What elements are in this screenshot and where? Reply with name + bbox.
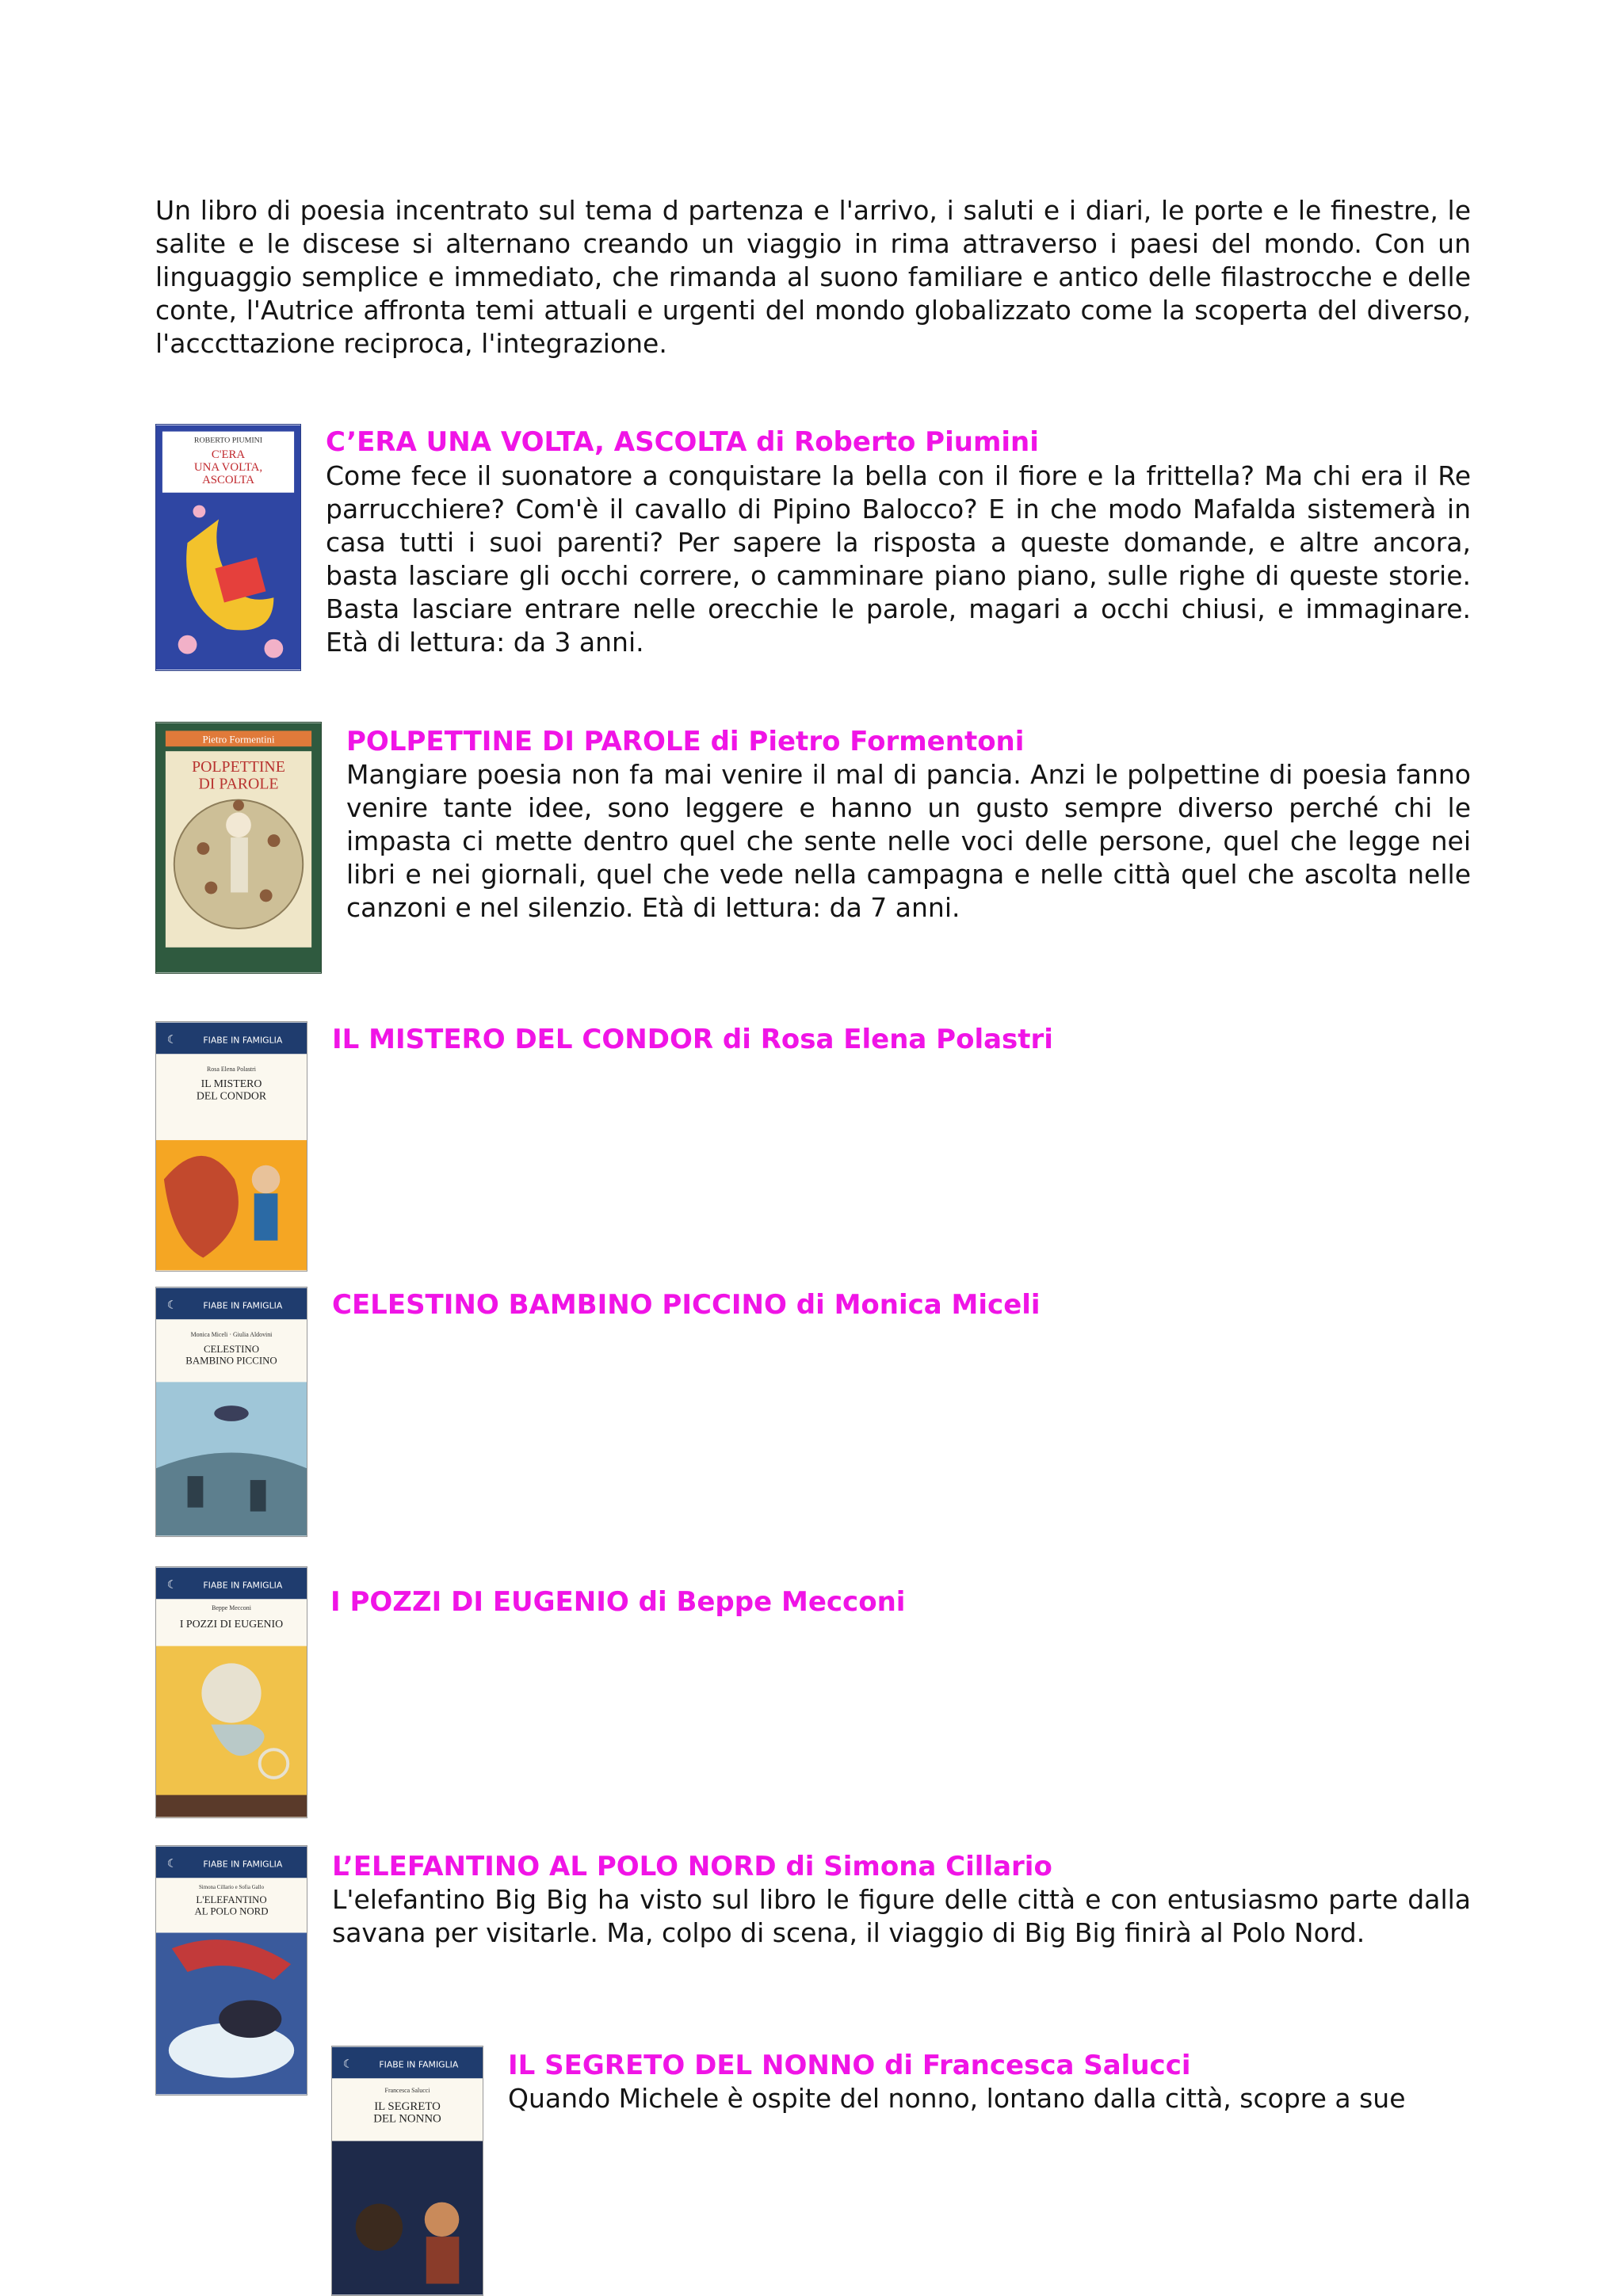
cover-title-2: DEL CONDOR bbox=[196, 1089, 267, 1102]
book-cover-elefantino bbox=[155, 1845, 307, 2096]
book-cover-pozzi-eugenio bbox=[155, 1566, 307, 1818]
book-cover-polpettine bbox=[155, 722, 322, 974]
cover-title-1: C'ERA bbox=[211, 448, 246, 462]
cover-title-1: POLPETTINE bbox=[192, 757, 285, 776]
book-cover-celestino bbox=[155, 1287, 307, 1537]
cover-author: ROBERTO PIUMINI bbox=[193, 436, 263, 445]
book-title-polpettine: POLPETTINE DI PAROLE di Pietro Formentoni bbox=[346, 726, 1025, 757]
cover-title-1: IL SEGRETO bbox=[374, 2100, 441, 2113]
cover-title-2: DEL NONNO bbox=[373, 2112, 441, 2126]
cover-title-2: UNA VOLTA, bbox=[193, 461, 263, 475]
svg-text:☾: ☾ bbox=[166, 1033, 178, 1047]
cover-title-1: IL MISTERO bbox=[200, 1077, 262, 1089]
svg-text:☾: ☾ bbox=[166, 1578, 178, 1592]
cover-series: FIABE IN FAMIGLIA bbox=[379, 2059, 459, 2070]
book-description-elefantino: L'elefantino Big Big ha visto sul libro le figure delle città e con entusiasmo parte dalla savana per visitarle. Ma, colpo di scena, il viaggio di Big Big finirà al Polo Nord. bbox=[332, 1884, 1471, 1948]
cover-title-3: ASCOLTA bbox=[202, 473, 254, 486]
book-cover-mistero-condor bbox=[155, 1021, 307, 1272]
book-cover-segreto-nonno bbox=[331, 2046, 483, 2296]
cover-author: Pietro Formentini bbox=[202, 734, 275, 746]
cover-author: Rosa Elena Polastri bbox=[207, 1066, 256, 1073]
cover-title-1: I POZZI DI EUGENIO bbox=[179, 1617, 284, 1630]
cover-author: Francesca Salucci bbox=[384, 2087, 430, 2095]
cover-series: FIABE IN FAMIGLIA bbox=[203, 1300, 283, 1311]
cover-series: FIABE IN FAMIGLIA bbox=[203, 1035, 283, 1046]
book-description-segreto-nonno: Quando Michele è ospite del nonno, lontano dalla città, scopre a sue bbox=[508, 2083, 1406, 2114]
book-title-celestino: CELESTINO BAMBINO PICCINO di Monica Miceli bbox=[332, 1289, 1041, 1321]
cover-author: Monica Miceli · Giulia Aldovini bbox=[190, 1331, 273, 1338]
cover-series: FIABE IN FAMIGLIA bbox=[203, 1580, 283, 1591]
book-title-pozzi-eugenio: I POZZI DI EUGENIO di Beppe Mecconi bbox=[330, 1586, 906, 1618]
cover-title-2: DI PAROLE bbox=[198, 775, 279, 793]
cover-series: FIABE IN FAMIGLIA bbox=[203, 1859, 283, 1870]
book-description-cera-una-volta: Come fece il suonatore a conquistare la bella con il fiore e la frittella? Ma chi era il Re parrucchiere? Com'è il cavallo di Pipino Balocco? E in che modo Mafalda sistemerà in casa tutti i suoi parenti? Per sapere la risposta a queste domande, e altre ancora, basta lasciare gli occhi correre, o camminare piano piano, sulle righe di queste storie. Basta lasciare entrare nelle orecchie le parole, magari a occhi chiusi, e immaginare. Età di lettura: da 3 anni. bbox=[326, 460, 1471, 658]
book-title-segreto-nonno: IL SEGRETO DEL NONNO di Francesca Salucci bbox=[508, 2050, 1191, 2081]
book-title-elefantino: L’ELEFANTINO AL POLO NORD di Simona Cillario bbox=[332, 1851, 1052, 1882]
intro-paragraph: Un libro di poesia incentrato sul tema d partenza e l'arrivo, i saluti e i diari, le porte e le finestre, le salite e le discese si alternano creando un viaggio in rima attraverso i paesi del mondo. Con un linguaggio semplice e immediato, che rimanda al suono familiare e antico delle filastrocche e delle conte, l'Autrice affronta temi attuali e urgenti del mondo globalizzato come la scoperta del diverso, l'acccttazione reciproca, l'integrazione. bbox=[155, 195, 1471, 359]
cover-title-2: BAMBINO PICCINO bbox=[185, 1355, 277, 1367]
svg-text:☾: ☾ bbox=[166, 1299, 178, 1312]
svg-text:☾: ☾ bbox=[342, 2058, 353, 2071]
cover-title-1: CELESTINO bbox=[203, 1343, 260, 1355]
book-title-mistero-condor: IL MISTERO DEL CONDOR di Rosa Elena Polastri bbox=[332, 1024, 1053, 1055]
book-description-polpettine: Mangiare poesia non fa mai venire il mal di pancia. Anzi le polpettine di poesia fanno venire tante idee, sono leggere e hanno un gusto sempre diverso perché chi le impasta ci mette dentro quel che sente nelle voci delle persone, quel che legge nei libri e nei giornali, quel che vede nella campagna e nelle città quel che ascolta nelle canzoni e nel silenzio. Età di lettura: da 7 anni. bbox=[346, 759, 1471, 923]
book-cover-cera-una-volta bbox=[155, 424, 301, 671]
cover-title-2: AL POLO NORD bbox=[194, 1905, 269, 1917]
svg-text:☾: ☾ bbox=[166, 1857, 178, 1871]
cover-author: Simona Cillario e Sofia Gallo bbox=[198, 1885, 265, 1891]
cover-author: Beppe Mecconi bbox=[212, 1604, 251, 1612]
book-title-cera-una-volta: C’ERA UNA VOLTA, ASCOLTA di Roberto Piumini bbox=[326, 426, 1039, 458]
cover-title-1: L'ELEFANTINO bbox=[196, 1894, 267, 1905]
